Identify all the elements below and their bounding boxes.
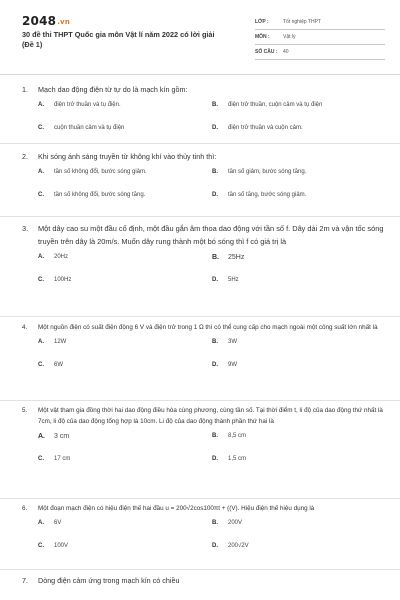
header-divider — [0, 74, 400, 75]
question-7: 7. Dòng điện cảm ứng trong mạch kín có chiều — [22, 574, 384, 587]
option-a[interactable]: A. 6V — [38, 520, 62, 526]
question-divider — [0, 316, 400, 317]
option-a[interactable]: A. 20Hz — [38, 254, 69, 260]
question-2: 2. Khi sóng ánh sáng truyền từ không khí vào thủy tinh thì: A. tần số không đổi, bước sóng giảm. B. tần số giảm, bước sóng tăng. C. tần số không đổi, bước sóng tăng. D. tần số tăng, bước sóng giảm. — [22, 150, 384, 211]
question-divider — [0, 498, 400, 499]
option-c[interactable]: C. 6W — [38, 362, 63, 368]
question-text: Một nguồn điện có suất điện động 6 V và điện trở trong 1 Ω thì có thể cung cấp cho mạch ngoài một công suất lớn nhất là — [38, 324, 378, 331]
question-text: Một dây cao su một đầu cố định, một đầu gắn âm thoa dao động với tần số f. Dây dài 2m và vận tốc sóng truyền trên dây là 20m/s. Muốn dây rung thành một bó sóng thì f có giá trị là — [38, 224, 384, 246]
question-6: 6. Một đoạn mạch điện có hiệu điện thế hai đầu u = 200√2cos100πt + ((V). Hiệu điện thế hiệu dụng là A. 6V B. 200V C. 100V D. 200√2V — [22, 503, 384, 562]
option-b[interactable]: B. điện trở thuần, cuộn cảm và tụ điện — [212, 102, 323, 108]
question-4: 4. Một nguồn điện có suất điện động 6 V và điện trở trong 1 Ω thì có thể cung cấp cho mạch ngoài một công suất lớn nhất là A. 12W B. 3W C. 6W D. 9W — [22, 322, 384, 381]
option-c[interactable]: C. cuộn thuần cảm và tụ điện — [38, 125, 125, 131]
option-d[interactable]: D. 5Hz — [212, 277, 239, 283]
question-divider — [0, 143, 400, 144]
question-text: Khi sóng ánh sáng truyền từ không khí vào thủy tinh thì: — [38, 152, 217, 161]
question-5: 5. Một vật tham gia đồng thời hai dao động điều hòa cùng phương, cùng tần số. Tại thời điểm t, li độ của dao động thứ nhất là 7cm, li độ của dao động tổng hợp là 10cm. Li độ của dao động thành phần thứ hai là A. 3 cm B. 8,5 cm C. 17 cm D. 1,5 cm — [22, 407, 383, 462]
question-text: Dòng điện cảm ứng trong mạch kín có chiều — [38, 576, 180, 585]
question-divider — [0, 569, 400, 570]
option-d[interactable]: D. 9W — [212, 362, 237, 368]
question-1: 1. Mạch dao động điện từ tự do là mạch kín gồm: A. điện trở thuần và tụ điện. B. điện trở thuần, cuộn cảm và tụ điện C. cuộn thuần cảm và tụ điện D. điện trở thuần và cuộn cảm. — [22, 83, 384, 144]
option-d[interactable]: D. 1,5 cm — [212, 456, 247, 462]
meta-row-subject: MÔN : Vật lý — [255, 30, 385, 45]
option-b[interactable]: B. 25Hz — [212, 254, 245, 261]
question-divider — [0, 400, 400, 401]
option-b[interactable]: B. 8,5 cm — [212, 433, 247, 439]
question-text: Mạch dao động điện từ tự do là mạch kín gồm: — [38, 85, 188, 94]
option-c[interactable]: C. 100Hz — [38, 277, 72, 283]
site-logo[interactable]: 2048.vn — [22, 14, 71, 28]
option-b[interactable]: B. 3W — [212, 339, 237, 345]
question-divider — [0, 216, 400, 217]
question-text: Một vật tham gia đồng thời hai dao động điều hòa cùng phương, cùng tần số. Tại thời điểm t, li độ của dao động thứ nhất là 7cm, li độ của dao động tổng hợp là 10cm. Li độ của dao động thành phần thứ hai là — [38, 407, 383, 425]
option-d[interactable]: D. điện trở thuần và cuộn cảm. — [212, 125, 303, 131]
question-text: Một đoạn mạch điện có hiệu điện thế hai đầu u = 200√2cos100πt + ((V). Hiệu điện thế hiệu dụng là — [38, 505, 315, 512]
option-c[interactable]: C. 17 cm — [38, 456, 71, 462]
document-meta — [255, 15, 385, 60]
option-a[interactable]: A. 12W — [38, 339, 67, 345]
option-d[interactable]: D. tần số tăng, bước sóng giảm. — [212, 192, 307, 198]
option-c[interactable]: C. 100V — [38, 543, 69, 549]
option-a[interactable]: A. tần số không đổi, bước sóng giảm. — [38, 169, 147, 175]
meta-row-class: LỚP : Tốt nghiệp THPT — [255, 15, 385, 30]
meta-row-count: SỐ CÂU : 40 — [255, 45, 385, 60]
option-c[interactable]: C. tần số không đổi, bước sóng tăng. — [38, 192, 146, 198]
document-header — [0, 0, 400, 70]
option-b[interactable]: B. 200V — [212, 520, 243, 526]
option-a[interactable]: A. 3 cm — [38, 433, 70, 440]
option-d[interactable]: D. 200√2V — [212, 543, 249, 549]
option-a[interactable]: A. điện trở thuần và tụ điện. — [38, 102, 121, 108]
document-title: 30 đề thi THPT Quốc gia môn Vật lí năm 2022 có lời giải (Đề 1) — [22, 30, 215, 49]
option-b[interactable]: B. tần số giảm, bước sóng tăng. — [212, 169, 307, 175]
question-3: 3. Một dây cao su một đầu cố định, một đầu gắn âm thoa dao động với tần số f. Dây dài 2m và vận tốc sóng truyền trên dây là 20m/s. Muốn dây rung thành một bó sóng thì f có giá trị là A. 20Hz B. 25Hz C. 100Hz D. 5Hz — [22, 224, 384, 283]
